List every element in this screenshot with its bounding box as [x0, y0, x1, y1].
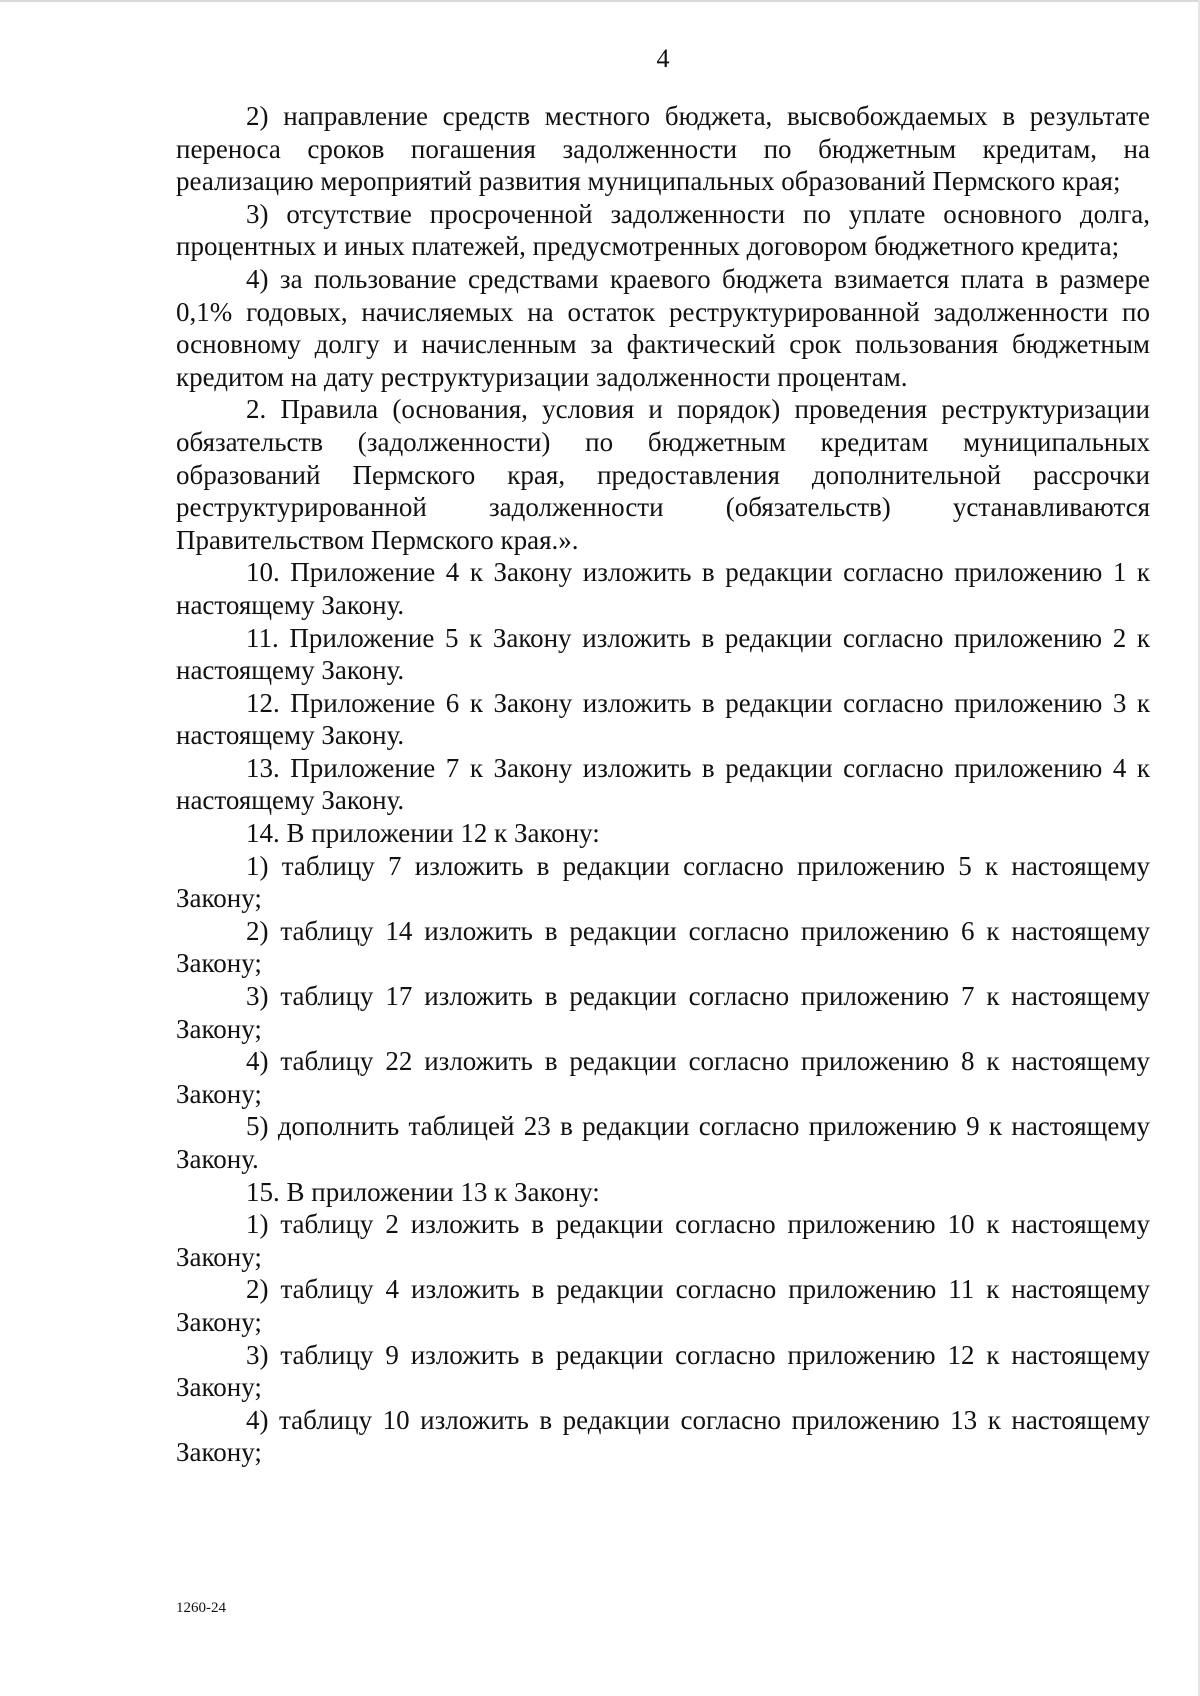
- paragraph: 3) таблицу 17 изложить в редакции согласно приложению 7 к настоящему Закону;: [176, 981, 1150, 1044]
- paragraph: 2) направление средств местного бюджета, высвобождаемых в результате переноса сроков погашения задолженности по бюджетным кредитам, на реализацию мероприятий развития муниципальных образований Пермского края;: [176, 101, 1150, 197]
- paragraph: 3) таблицу 9 изложить в редакции согласно приложению 12 к настоящему Закону;: [176, 1339, 1150, 1403]
- paragraph: 4) таблицу 10 изложить в редакции согласно приложению 13 к настоящему Закону;: [176, 1404, 1150, 1468]
- paragraph: 3) отсутствие просроченной задолженности по уплате основного долга, процентных и иных платежей, предусмотренных договором бюджетного кредита;: [176, 198, 1150, 262]
- scan-edge-top: [0, 0, 1200, 2]
- paragraph: 13. Приложение 7 к Закону изложить в редакции согласно приложению 4 к настоящему Закону.: [176, 752, 1150, 816]
- paragraph: 5) дополнить таблицей 23 в редакции согласно приложению 9 к настоящему Закону.: [176, 1111, 1150, 1174]
- paragraph: 2. Правила (основания, условия и порядок) проведения реструктуризации обязательств (задолженности) по бюджетным кредитам муниципальных образований Пермского края, предоставления дополнительной рассрочки реструктурированной задолженности (обязательств) устанавливаются Правительством Пермского края.».: [176, 394, 1150, 555]
- paragraph: 12. Приложение 6 к Закону изложить в редакции согласно приложению 3 к настоящему Закону.: [176, 687, 1150, 751]
- paragraph: 4) за пользование средствами краевого бюджета взимается плата в размере 0,1% годовых, начисляемых на остаток реструктурированной задолженности по основному долгу и начисленным за фактический срок пользования бюджетным кредитом на дату реструктуризации задолженности процентам.: [176, 263, 1150, 392]
- page-number: 4: [656, 44, 670, 73]
- paragraph: 2) таблицу 4 изложить в редакции согласно приложению 11 к настоящему Закону;: [176, 1274, 1150, 1337]
- paragraph: 11. Приложение 5 к Закону изложить в редакции согласно приложению 2 к настоящему Закону.: [176, 622, 1150, 686]
- document-body: [176, 100, 1150, 1469]
- paragraph: 1) таблицу 2 изложить в редакции согласно приложению 10 к настоящему Закону;: [176, 1209, 1150, 1272]
- paragraph: 2) таблицу 14 изложить в редакции согласно приложению 6 к настоящему Закону;: [176, 915, 1150, 979]
- paragraph: 15. В приложении 13 к Закону:: [246, 1176, 600, 1207]
- document-code: 1260-24: [176, 1600, 226, 1616]
- paragraph: 4) таблицу 22 изложить в редакции согласно приложению 8 к настоящему Закону;: [176, 1046, 1150, 1109]
- paragraph: 14. В приложении 12 к Закону:: [246, 818, 600, 849]
- paragraph: 10. Приложение 4 к Закону изложить в редакции согласно приложению 1 к настоящему Закону.: [176, 557, 1150, 620]
- paragraph: 1) таблицу 7 изложить в редакции согласно приложению 5 к настоящему Закону;: [176, 850, 1150, 914]
